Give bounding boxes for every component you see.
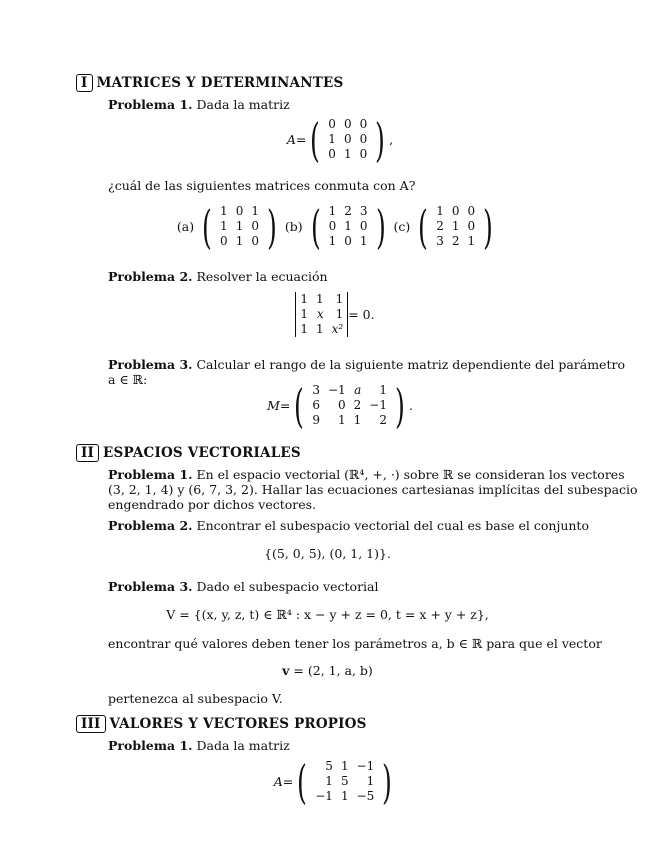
- problem-1-3-line1: [108, 357, 625, 372]
- problem-2-1-line1: [108, 467, 625, 482]
- matrix-entry: 0: [344, 234, 352, 248]
- matrix-entry: 2: [451, 234, 460, 248]
- matrix-entry: 1: [467, 234, 476, 248]
- matrix-entry: 5: [325, 759, 333, 773]
- vector-name: v: [282, 663, 290, 678]
- problem-1-3-line2: a ∈ ℝ:: [108, 372, 148, 387]
- matrix-entry: 1: [379, 383, 387, 397]
- matrix-entry: −1: [356, 759, 375, 773]
- matrix-entry: 2: [353, 398, 362, 412]
- matrix-m: [308, 383, 391, 428]
- matrix-name: M: [267, 398, 280, 413]
- matrix-entry: 1: [344, 219, 352, 233]
- problem-2-1-line3: engendrado por dichos vectores.: [108, 497, 317, 512]
- matrix-entry: 0: [343, 132, 352, 146]
- matrix-entry: 0: [220, 234, 228, 248]
- matrix-entry: 1: [316, 292, 324, 306]
- option-c-label: (c): [393, 219, 411, 234]
- matrix-a-definition: [230, 112, 450, 167]
- problem-label: Problema 2.: [108, 518, 193, 533]
- problem-text: Dado el subespacio vectorial: [196, 579, 379, 594]
- problem-text: Encontrar el subespacio vectorial del cual es base el conjunto: [196, 518, 589, 533]
- problem-2-2-intro: [108, 518, 589, 533]
- matrix-entry: 2: [344, 204, 352, 218]
- matrix-entry: 1: [220, 204, 228, 218]
- matrix-entry: 0: [467, 219, 476, 233]
- problem-label: Problema 2.: [108, 269, 193, 284]
- matrix-entry: x²: [331, 322, 344, 336]
- problem-text: Dada la matriz: [196, 97, 290, 112]
- matrix-entry: 1: [366, 774, 375, 788]
- matrix-entry: x: [316, 307, 324, 321]
- vector-formula: [0, 663, 655, 678]
- matrix-entry: 1: [340, 759, 349, 773]
- section-number: I: [76, 74, 93, 92]
- matrix-entry: 1: [328, 132, 336, 146]
- section-heading-2: [76, 444, 301, 462]
- matrix-entry: 1: [338, 413, 346, 427]
- problem-2-3-text3: pertenezca al subespacio V.: [108, 691, 283, 706]
- matrix-name: A: [286, 132, 296, 147]
- matrix-entry: 1: [335, 292, 344, 306]
- matrix-entry: 0: [359, 117, 368, 131]
- matrix-entry: 5: [340, 774, 349, 788]
- option-a-matrix: [216, 204, 263, 249]
- matrix-entry: 9: [312, 413, 320, 427]
- matrix-entry: 1: [343, 147, 352, 161]
- determinant: [295, 292, 348, 337]
- matrix-name: A: [273, 774, 283, 789]
- matrix-entry: 1: [316, 322, 324, 336]
- matrix-entry: 1: [251, 204, 259, 218]
- matrix-entry: 3: [312, 383, 320, 397]
- problem-label: Problema 1.: [108, 738, 193, 753]
- problem-text: Calcular el rango de la siguiente matriz dependiente del parámetro: [196, 357, 625, 372]
- matrix-entry: 1: [235, 219, 244, 233]
- section-title: VALORES Y VECTORES PROPIOS: [109, 716, 367, 732]
- matrix-entry: 1: [340, 789, 349, 803]
- matrix-entry: −1: [327, 383, 346, 397]
- section-title: MATRICES Y DETERMINANTES: [96, 75, 344, 91]
- equals-sign: =: [295, 132, 307, 147]
- matrix-entry: 0: [328, 147, 336, 161]
- matrix-entry: 1: [220, 219, 228, 233]
- matrix-entry: 1: [235, 234, 244, 248]
- matrix-entry: 0: [328, 219, 337, 233]
- matrix-entry: 1: [300, 307, 309, 321]
- matrix-entry: 2: [379, 413, 387, 427]
- matrix-entry: 1: [335, 307, 344, 321]
- option-b-label: (b): [284, 219, 303, 234]
- matrix-entry: 0: [359, 219, 368, 233]
- matrix-entry: 0: [328, 117, 336, 131]
- vector-value: = (2, 1, a, b): [289, 663, 373, 678]
- matrix-a2-definition: A = ( 5 1 −1 1 5 1 −1 1 −5 ): [273, 754, 393, 809]
- matrix-entry: a: [354, 383, 362, 397]
- matrix-m-definition: M = ( 3 −1 a 1 6 0 2 −1 9 1 1 2 ) .: [267, 378, 413, 433]
- problem-1-2-intro: [108, 269, 328, 284]
- matrix-entry: 1: [325, 774, 333, 788]
- problem-2-2-formula: {(5, 0, 5), (0, 1, 1)}.: [264, 546, 391, 561]
- matrix-a2: [311, 759, 378, 804]
- problem-3-1-intro: [108, 738, 290, 753]
- equals-zero: = 0.: [348, 307, 375, 322]
- right-paren: ): [375, 112, 386, 167]
- option-c-matrix: [432, 204, 479, 249]
- matrix-entry: 0: [235, 204, 244, 218]
- matrix-entry: 1: [353, 413, 362, 427]
- matrix-entry: −5: [356, 789, 375, 803]
- section-heading-1: [76, 74, 343, 92]
- problem-2-3-intro: [108, 579, 379, 594]
- matrix-entry: 1: [300, 292, 309, 306]
- section-number: III: [76, 715, 106, 733]
- matrix-entry: 3: [359, 204, 368, 218]
- option-b-matrix: [325, 204, 372, 249]
- problem-label: Problema 3.: [108, 357, 193, 372]
- problem-1-1-intro: [108, 97, 290, 112]
- problem-text: En el espacio vectorial (ℝ⁴, +, ·) sobre ℝ se consideran los vectores: [196, 467, 625, 482]
- matrix-entry: 1: [300, 322, 309, 336]
- matrix-entry: 0: [251, 234, 259, 248]
- problem-text: Resolver la ecuación: [196, 269, 328, 284]
- matrix-entry: −1: [369, 398, 387, 412]
- left-paren: (: [310, 112, 321, 167]
- comma: ,: [389, 132, 394, 147]
- matrix-entry: 1: [328, 234, 337, 248]
- problem-1-1-question: ¿cuál de las siguientes matrices conmuta con A?: [108, 178, 416, 193]
- problem-2-1-line2: (3, 2, 1, 4) y (6, 7, 3, 2). Hallar las ecuaciones cartesianas implícitas del subespacio: [108, 482, 638, 497]
- matrix-entry: 2: [436, 219, 444, 233]
- section-number: II: [76, 444, 99, 462]
- matrix-entry: 0: [451, 204, 460, 218]
- matrix-entry: 1: [451, 219, 460, 233]
- matrix-entry: 0: [359, 132, 368, 146]
- problem-text: Dada la matriz: [196, 738, 290, 753]
- determinant-equation: [270, 292, 400, 337]
- matrix-entry: 0: [467, 204, 476, 218]
- matrix-entry: 0: [338, 398, 346, 412]
- matrix-entry: 0: [359, 147, 368, 161]
- options-row: (a) ( 1 0 1 1 1 0 0 1 0 ) (b) ( 1 2 3 0 1 0 1 0 1 ) (c) ( 1 0 0 2 1 0 3 2 1 ): [176, 199, 494, 254]
- section-title: ESPACIOS VECTORIALES: [103, 445, 301, 461]
- section-heading-3: [76, 715, 367, 733]
- problem-label: Problema 3.: [108, 579, 193, 594]
- problem-label: Problema 1.: [108, 97, 193, 112]
- matrix-entry: 1: [436, 204, 444, 218]
- problem-label: Problema 1.: [108, 467, 193, 482]
- matrix-entry: 1: [328, 204, 337, 218]
- matrix-entry: 6: [312, 398, 320, 412]
- matrix-entry: 1: [359, 234, 368, 248]
- matrix-entry: 0: [343, 117, 352, 131]
- problem-2-3-text2: encontrar qué valores deben tener los parámetros a, b ∈ ℝ para que el vector: [108, 636, 602, 651]
- matrix-entry: 0: [251, 219, 259, 233]
- subspace-formula: V = {(x, y, z, t) ∈ ℝ⁴ : x − y + z = 0, t = x + y + z},: [166, 607, 489, 622]
- matrix-entry: 3: [436, 234, 444, 248]
- matrix-entry: −1: [315, 789, 333, 803]
- matrix-a: [324, 117, 371, 162]
- option-a-label: (a): [176, 219, 195, 234]
